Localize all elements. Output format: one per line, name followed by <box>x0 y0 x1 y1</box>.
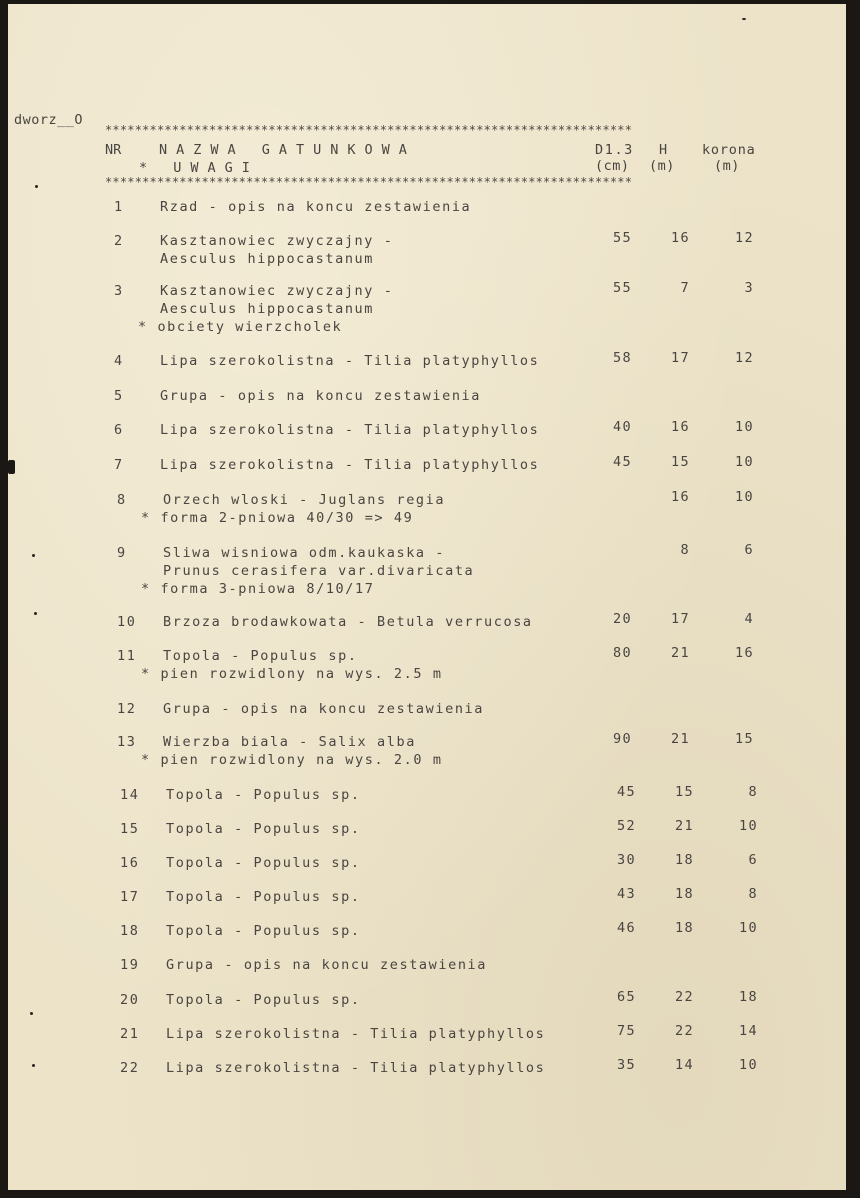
document-page <box>8 4 846 1190</box>
species-name-line: Grupa - opis na koncu zestawienia <box>160 388 482 404</box>
species-name-line: Brzoza brodawkowata - Betula verrucosa <box>163 614 533 630</box>
row-number: 21 <box>120 1026 140 1042</box>
header-species-name: NAZWA GATUNKOWA <box>159 142 416 158</box>
height-value: 16 <box>670 230 690 246</box>
species-name-line: Topola - Populus sp. <box>166 821 361 837</box>
crown-value: 6 <box>748 852 758 868</box>
row-number: 4 <box>114 353 124 369</box>
crown-value: 10 <box>734 419 754 435</box>
header-crown-unit: (m) <box>714 158 740 174</box>
diameter-value: 45 <box>616 784 636 800</box>
row-number: 19 <box>120 957 140 973</box>
crown-value: 18 <box>738 989 758 1005</box>
row-number: 20 <box>120 992 140 1008</box>
crown-value: 8 <box>748 886 758 902</box>
species-name-line: Topola - Populus sp. <box>166 889 361 905</box>
header-height: H <box>659 142 669 158</box>
diameter-value: 30 <box>616 852 636 868</box>
row-number: 11 <box>117 648 137 664</box>
row-number: 1 <box>114 199 124 215</box>
species-name-line: Lipa szerokolistna - Tilia platyphyllos <box>160 422 540 438</box>
scan-speck <box>34 612 37 615</box>
scan-speck <box>32 554 35 557</box>
diameter-value: 40 <box>612 419 632 435</box>
species-name-line: Topola - Populus sp. <box>163 648 358 664</box>
crown-value: 10 <box>738 1057 758 1073</box>
row-number: 12 <box>117 701 137 717</box>
height-value: 22 <box>674 989 694 1005</box>
row-number: 8 <box>117 492 127 508</box>
row-number: 22 <box>120 1060 140 1076</box>
row-number: 7 <box>114 457 124 473</box>
species-name-line: Topola - Populus sp. <box>166 855 361 871</box>
header-diameter: D1.3 <box>595 142 634 158</box>
species-name-line: Lipa szerokolistna - Tilia platyphyllos <box>166 1060 546 1076</box>
diameter-value: 90 <box>612 731 632 747</box>
species-name-line: Sliwa wisniowa odm.kaukaska - <box>163 545 446 561</box>
remark-note: * pien rozwidlony na wys. 2.0 m <box>141 752 443 768</box>
species-name-line: Topola - Populus sp. <box>166 787 361 803</box>
diameter-value: 35 <box>616 1057 636 1073</box>
height-value: 21 <box>670 645 690 661</box>
header-remarks: * UWAGI <box>139 160 259 176</box>
scan-speck <box>742 18 746 20</box>
height-value: 15 <box>670 454 690 470</box>
diameter-value: 55 <box>612 230 632 246</box>
height-value: 16 <box>670 489 690 505</box>
species-name-line: Wierzba biala - Salix alba <box>163 734 416 750</box>
height-value: 22 <box>674 1023 694 1039</box>
row-number: 2 <box>114 233 124 249</box>
height-value: 16 <box>670 419 690 435</box>
header-nr: NR <box>105 142 122 158</box>
species-name-line: Topola - Populus sp. <box>166 923 361 939</box>
row-number: 16 <box>120 855 140 871</box>
crown-value: 4 <box>744 611 754 627</box>
row-number: 13 <box>117 734 137 750</box>
species-name-line: Grupa - opis na koncu zestawienia <box>163 701 485 717</box>
scan-speck <box>8 460 15 474</box>
row-number: 9 <box>117 545 127 561</box>
remark-note: * pien rozwidlony na wys. 2.5 m <box>141 666 443 682</box>
height-value: 21 <box>674 818 694 834</box>
diameter-value: 20 <box>612 611 632 627</box>
diameter-value: 75 <box>616 1023 636 1039</box>
crown-value: 12 <box>734 350 754 366</box>
diameter-value: 46 <box>616 920 636 936</box>
diameter-value: 80 <box>612 645 632 661</box>
crown-value: 10 <box>734 454 754 470</box>
row-number: 17 <box>120 889 140 905</box>
crown-value: 12 <box>734 230 754 246</box>
species-name-line: Lipa szerokolistna - Tilia platyphyllos <box>166 1026 546 1042</box>
header-bottom-rule: *********************************************************************** <box>105 175 633 189</box>
species-name-line: Aesculus hippocastanum <box>160 251 375 267</box>
diameter-value: 55 <box>612 280 632 296</box>
row-number: 6 <box>114 422 124 438</box>
scan-speck <box>35 185 38 188</box>
remark-note: * forma 3-pniowa 8/10/17 <box>141 581 375 597</box>
diameter-value: 45 <box>612 454 632 470</box>
species-name-line: Lipa szerokolistna - Tilia platyphyllos <box>160 353 540 369</box>
species-name-line: Aesculus hippocastanum <box>160 301 375 317</box>
header-height-unit: (m) <box>649 158 675 174</box>
height-value: 21 <box>670 731 690 747</box>
row-number: 18 <box>120 923 140 939</box>
height-value: 17 <box>670 611 690 627</box>
crown-value: 10 <box>734 489 754 505</box>
crown-value: 10 <box>738 920 758 936</box>
crown-value: 14 <box>738 1023 758 1039</box>
crown-value: 6 <box>744 542 754 558</box>
document-label: dworz__O <box>14 112 84 128</box>
row-number: 3 <box>114 283 124 299</box>
species-name-line: Lipa szerokolistna - Tilia platyphyllos <box>160 457 540 473</box>
species-name-line: Orzech wloski - Juglans regia <box>163 492 446 508</box>
height-value: 15 <box>674 784 694 800</box>
species-name-line: Kasztanowiec zwyczajny - <box>160 283 394 299</box>
height-value: 18 <box>674 886 694 902</box>
header-diameter-unit: (cm) <box>595 158 630 174</box>
header-crown: korona <box>702 142 756 158</box>
species-name-line: Rzad - opis na koncu zestawienia <box>160 199 472 215</box>
height-value: 18 <box>674 920 694 936</box>
species-name-line: Prunus cerasifera var.divaricata <box>163 563 475 579</box>
height-value: 17 <box>670 350 690 366</box>
crown-value: 8 <box>748 784 758 800</box>
remark-note: * obciety wierzcholek <box>138 319 343 335</box>
crown-value: 16 <box>734 645 754 661</box>
remark-note: * forma 2-pniowa 40/30 => 49 <box>141 510 414 526</box>
diameter-value: 65 <box>616 989 636 1005</box>
scan-speck <box>32 1064 35 1067</box>
row-number: 14 <box>120 787 140 803</box>
row-number: 10 <box>117 614 137 630</box>
crown-value: 3 <box>744 280 754 296</box>
crown-value: 15 <box>734 731 754 747</box>
row-number: 15 <box>120 821 140 837</box>
row-number: 5 <box>114 388 124 404</box>
diameter-value: 52 <box>616 818 636 834</box>
crown-value: 10 <box>738 818 758 834</box>
height-value: 7 <box>680 280 690 296</box>
scan-speck <box>30 1012 33 1015</box>
diameter-value: 43 <box>616 886 636 902</box>
species-name-line: Kasztanowiec zwyczajny - <box>160 233 394 249</box>
height-value: 14 <box>674 1057 694 1073</box>
header-top-rule: *********************************************************************** <box>105 123 633 137</box>
height-value: 8 <box>680 542 690 558</box>
species-name-line: Grupa - opis na koncu zestawienia <box>166 957 488 973</box>
diameter-value: 58 <box>612 350 632 366</box>
species-name-line: Topola - Populus sp. <box>166 992 361 1008</box>
height-value: 18 <box>674 852 694 868</box>
